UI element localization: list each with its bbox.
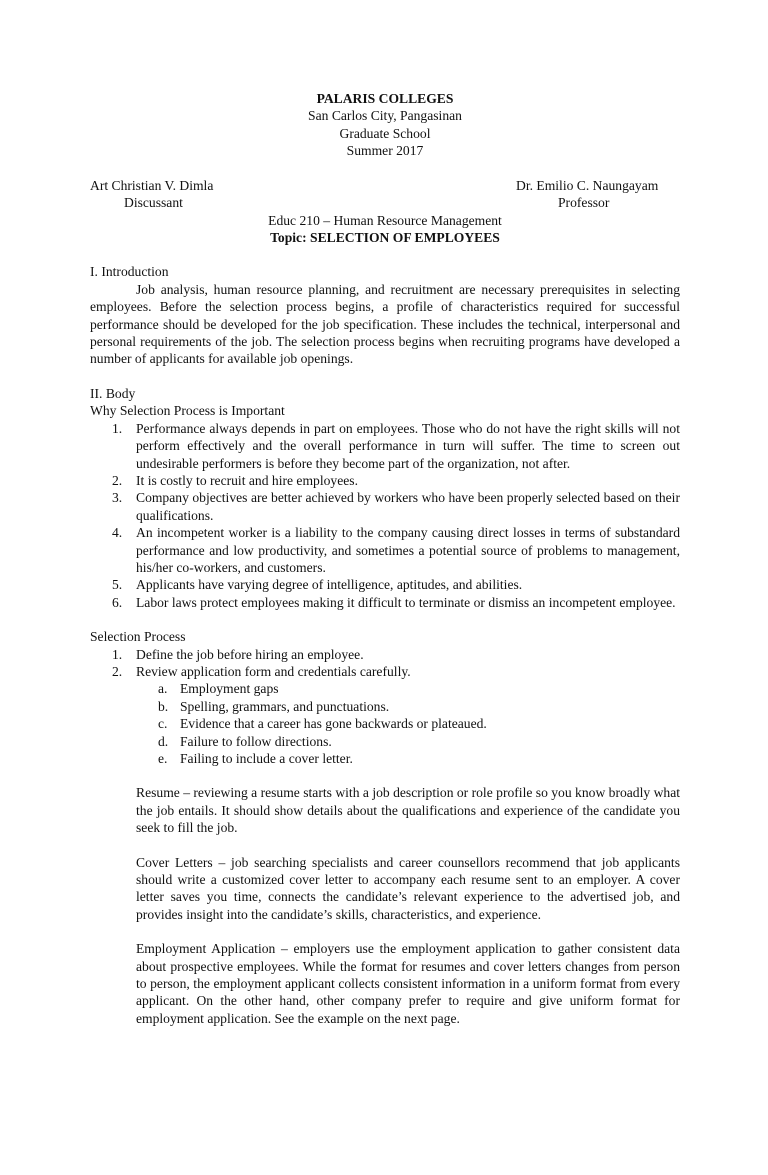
college-location: San Carlos City, Pangasinan (308, 108, 462, 124)
sublist-letter: d. (158, 733, 169, 749)
resume-paragraph: Resume – reviewing a resume starts with a job description or role profile so you know broadly what the job entails. It should show details about the qualifications and experience of the candidate you seek to fill the job. (136, 785, 681, 836)
sublist-item-text: Evidence that a career has gone backwards or plateaued. (180, 716, 487, 732)
list-item-text: Company objectives are better achieved by workers who have been properly selected based on their qualifications. (136, 490, 680, 523)
sublist-item-text: Employment gaps (180, 681, 279, 697)
why-heading: Why Selection Process is Important (90, 403, 285, 419)
sublist-letter: b. (158, 698, 169, 714)
document-page (90, 90, 680, 1027)
sublist-item-text: Failure to follow directions. (180, 733, 332, 749)
list-item (90, 663, 680, 680)
process-heading: Selection Process (90, 629, 186, 645)
list-number: 1. (112, 646, 123, 662)
list-item-text: Labor laws protect employees making it difficult to terminate or dismiss an incompetent employee. (136, 594, 676, 610)
sublist-item (90, 698, 680, 715)
list-item (90, 524, 680, 576)
sublist-item-text: Spelling, grammars, and punctuations. (180, 698, 390, 714)
sublist-item (90, 750, 680, 767)
body-heading: II. Body (90, 385, 136, 401)
college-name: PALARIS COLLEGES (316, 91, 454, 106)
list-item (90, 646, 680, 663)
sublist-letter: e. (158, 751, 168, 766)
list-item (90, 594, 680, 611)
discussant-name: Art Christian V. Dimla (90, 177, 214, 193)
list-item (90, 576, 680, 593)
list-item-text: Applicants have varying degree of intelligence, aptitudes, and abilities. (136, 577, 523, 593)
signatories (90, 177, 680, 212)
list-item-text: It is costly to recruit and hire employees. (136, 472, 358, 488)
why-list (90, 420, 680, 611)
list-number: 2. (112, 472, 123, 488)
list-number: 2. (112, 663, 123, 679)
list-item (90, 420, 680, 472)
sublist-item (90, 733, 680, 750)
term: Summer 2017 (346, 143, 424, 159)
list-number: 3. (112, 490, 123, 506)
professor-role: Professor (558, 195, 610, 211)
intro-paragraph: Job analysis, human resource planning, and recruitment are necessary prerequisites in selecting employees. Before the selection process begins, a profile of characteristics required for successful performance should be developed for the job specification. These includes the technical, interpersonal and personal requirements of the job. The selection process begins when recruiting programs have developed a number of applicants for available job openings. (90, 281, 680, 367)
document-header (90, 90, 680, 160)
list-item-text: An incompetent worker is a liability to the company causing direct losses in terms of substandard performance and low productivity, and sometimes a potential source of problems to management, his/her co-workers, and customers. (136, 525, 680, 575)
list-item (90, 489, 680, 524)
list-number: 5. (112, 577, 123, 593)
professor-name: Dr. Emilio C. Naungayam (516, 177, 659, 193)
list-item (90, 472, 680, 489)
list-item-text: Review application form and credentials carefully. (136, 663, 411, 679)
professor-block (516, 177, 686, 212)
course-block (90, 212, 680, 247)
sublist-letter: a. (158, 681, 168, 697)
list-item-text: Performance always depends in part on employees. Those who do not have the right skills will not perform effectively and the overall performance in turn will suffer. The time to screen out undesirable performers is before they become part of the organization, not after. (136, 420, 680, 471)
process-list (90, 646, 680, 681)
sublist-item (90, 715, 680, 732)
list-number: 4. (112, 525, 123, 541)
intro-heading: I. Introduction (90, 264, 169, 280)
list-number: 1. (112, 420, 123, 436)
cover-letters-paragraph: Cover Letters – job searching specialists and career counsellors recommend that job applicants should write a customized cover letter to accompany each resume sent to an employer. A cover letter saves you time, connects the candidate’s relevant experience to the advertised job, and provides insight into the candidate’s skills, characteristics, and experience. (136, 854, 680, 922)
topic-title: Topic: SELECTION OF EMPLOYEES (270, 230, 500, 246)
sublist-letter: c. (158, 716, 168, 732)
discussant-role: Discussant (124, 195, 183, 211)
school-name: Graduate School (339, 125, 431, 141)
review-sublist (90, 680, 680, 767)
sublist-item (90, 680, 680, 697)
discussant-block (90, 177, 213, 212)
list-item-text: Define the job before hiring an employee. (136, 646, 364, 662)
list-number: 6. (112, 594, 123, 610)
course-title: Educ 210 – Human Resource Management (268, 212, 502, 228)
sublist-item-text: Failing to include a cover letter. (180, 751, 353, 766)
employment-application-paragraph: Employment Application – employers use the employment application to gather consistent data about prospective employees. While the format for resumes and cover letters changes from person to person, the employment applicant collects consistent information in a uniform format from every applicant. On the other hand, other company prefer to require and give uniform format for employment application. See the example on the next page. (136, 941, 680, 1026)
